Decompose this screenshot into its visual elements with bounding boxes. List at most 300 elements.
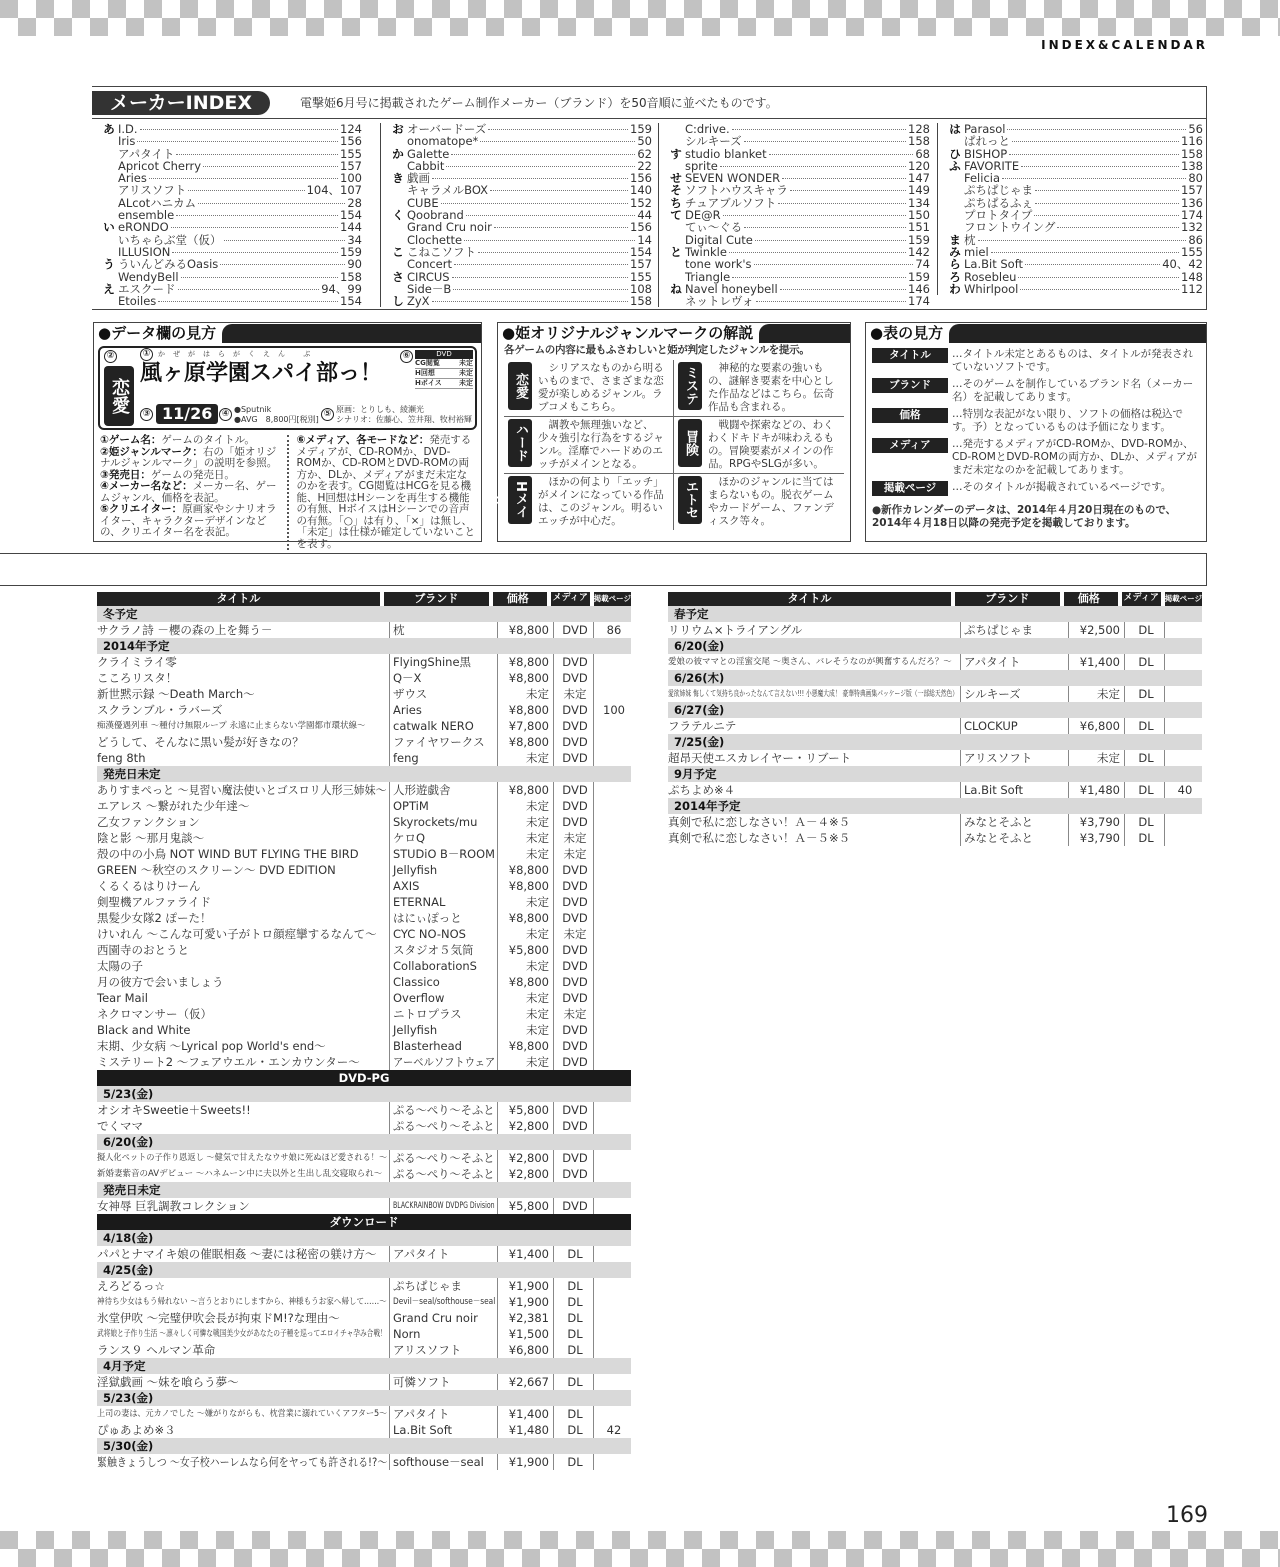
media-text: DVD bbox=[562, 623, 588, 637]
maker-name: WendyBell bbox=[118, 269, 179, 284]
page-ref: 158 bbox=[908, 134, 930, 149]
term: ④メーカー名など： bbox=[100, 480, 193, 492]
game-title-text: 月の彼方で会いましょう bbox=[97, 975, 224, 989]
page-ref: 157 bbox=[1181, 183, 1203, 198]
brand-text: 可憐ソフト bbox=[393, 1375, 451, 1389]
brand bbox=[960, 830, 1068, 846]
page-ref bbox=[593, 1054, 631, 1070]
dot-leader bbox=[991, 252, 1179, 253]
page-ref: 140 bbox=[630, 183, 652, 198]
media-text: DVD bbox=[562, 863, 588, 877]
genre-item bbox=[674, 417, 844, 474]
brand-text: スタジオ５気筒 bbox=[393, 943, 474, 957]
game-title bbox=[97, 734, 389, 750]
kana-heading: ろ bbox=[949, 269, 961, 284]
page-ref: 154 bbox=[340, 294, 362, 309]
brand-text: softhouse－seal bbox=[393, 1455, 484, 1469]
maker-name: フロントウイング bbox=[964, 220, 1056, 235]
page-ref: 159 bbox=[908, 269, 930, 284]
page-ref bbox=[593, 926, 631, 942]
data-legend-heading bbox=[94, 323, 481, 344]
game-title-text: 痴漢優遇列車 ～種付け無限ループ 永遠に止まらない学園都市環状線～ bbox=[97, 721, 366, 731]
brand bbox=[389, 1374, 497, 1390]
page-ref bbox=[1164, 830, 1202, 846]
price bbox=[497, 830, 553, 846]
media bbox=[553, 926, 593, 942]
brand bbox=[389, 814, 497, 830]
index-entry bbox=[389, 258, 652, 270]
table-legend bbox=[865, 322, 1207, 542]
game-title-text: 女神辱 巨乳調教コレクション bbox=[97, 1199, 250, 1213]
maker-name: 戯画 bbox=[407, 171, 430, 186]
column-description: …そのゲームを制作しているブランド名（メーカー名）を記載してあります。 bbox=[952, 378, 1194, 403]
mode-value: 未定 bbox=[459, 379, 473, 387]
definition: 発売するメディアが、CD-ROMか、DVD-ROMか、CD-ROMとDVD-ROMの両方か、DLか、メディアがまだ未定なのかを表す。CG閲覧はHCGを見る機能、H回想はHシーンを再生する機能の有無、HボイスはHシーンでの音声の有無。「○」は有り、「×」は無し、「未定」は仕様が確定していないことを表す。 bbox=[296, 434, 475, 550]
game-title bbox=[97, 1422, 389, 1438]
game-title bbox=[668, 654, 960, 670]
page-ref bbox=[593, 718, 631, 734]
date-group-row: 4/25(金) bbox=[97, 1262, 631, 1278]
section-band bbox=[0, 553, 1207, 586]
price-text: 未定 bbox=[526, 1023, 549, 1037]
page-ref: 14 bbox=[637, 232, 652, 247]
media bbox=[553, 718, 593, 734]
brand bbox=[389, 1198, 497, 1214]
price bbox=[497, 782, 553, 798]
maker-name: キャラメルBOX bbox=[407, 183, 489, 198]
maker-name: Digital Cute bbox=[685, 232, 753, 247]
brand-text: AXIS bbox=[393, 879, 420, 893]
brand bbox=[389, 862, 497, 878]
price bbox=[497, 1006, 553, 1022]
index-entry bbox=[389, 135, 652, 147]
media bbox=[1124, 654, 1164, 670]
price bbox=[497, 1118, 553, 1134]
column-header: メディア bbox=[1122, 592, 1161, 606]
game-title bbox=[97, 894, 389, 910]
genre-item bbox=[504, 417, 674, 474]
page-ref: 90 bbox=[347, 257, 362, 272]
table-row bbox=[668, 686, 1202, 702]
table-row bbox=[97, 1326, 631, 1342]
game-title-text: 武将娘と子作り生活 ～凛々しく可憐な戦国美少女があなたの子種を巡ってエロイチャ孕み合戦！ bbox=[97, 1329, 387, 1339]
page-ref: 62 bbox=[637, 146, 652, 161]
maker-name: tone work's bbox=[685, 257, 752, 272]
game-title-text: サクラノ詩 －櫻の森の上を舞う－ bbox=[97, 623, 273, 637]
table-row bbox=[97, 1054, 631, 1070]
brand-text: ザウス bbox=[393, 687, 428, 701]
game-title-text: 擬人化ペットの子作り恩返し ～健気で甘えたなウサ娘に死ぬほど愛される！～ bbox=[97, 1153, 388, 1163]
brand-text: Grand Cru noir bbox=[393, 1311, 478, 1325]
kana-heading: ね bbox=[670, 281, 682, 296]
brand bbox=[389, 830, 497, 846]
price-text: ¥1,400 bbox=[1079, 655, 1120, 669]
brand bbox=[389, 1294, 497, 1310]
media bbox=[553, 1246, 593, 1262]
maker-index bbox=[92, 86, 1207, 310]
table-row bbox=[668, 750, 1202, 766]
media bbox=[1124, 622, 1164, 638]
maker-name: I.D. bbox=[118, 122, 138, 136]
dot-leader bbox=[1035, 190, 1179, 191]
page-ref: 50 bbox=[637, 134, 652, 149]
dot-leader bbox=[464, 240, 635, 241]
brand bbox=[389, 622, 497, 638]
media bbox=[553, 878, 593, 894]
price bbox=[497, 1374, 553, 1390]
price bbox=[497, 654, 553, 670]
price-text: ¥1,900 bbox=[508, 1279, 549, 1293]
legend-row bbox=[872, 348, 1200, 374]
index-entry bbox=[946, 221, 1203, 233]
kana-heading: て bbox=[670, 208, 682, 223]
explanation bbox=[100, 481, 279, 504]
media bbox=[553, 1342, 593, 1358]
genre-description: ほかのジャンルに当てはまらないもの。脱衣ゲームやカードゲーム、ファンディスク等々。 bbox=[708, 475, 834, 527]
column-header: 掲載ページ bbox=[1165, 592, 1202, 606]
index-column bbox=[937, 123, 1203, 295]
brand bbox=[389, 686, 497, 702]
table-row bbox=[97, 798, 631, 814]
date-group-row: 2014年予定 bbox=[668, 798, 1202, 814]
media bbox=[553, 1278, 593, 1294]
checkered-border-top bbox=[0, 0, 1280, 36]
game-title bbox=[97, 1246, 389, 1262]
page-ref bbox=[593, 1246, 631, 1262]
genre-item bbox=[659, 474, 844, 530]
table-row bbox=[97, 846, 631, 862]
media-text: DL bbox=[567, 1343, 583, 1357]
maker-name: プロトタイプ bbox=[964, 208, 1033, 223]
dot-leader bbox=[769, 154, 914, 155]
maker-name: DE@R bbox=[685, 208, 721, 223]
brand-text: Classico bbox=[393, 975, 440, 989]
index-entry bbox=[100, 123, 362, 135]
column-header: メディア bbox=[551, 592, 590, 606]
dot-leader bbox=[453, 289, 628, 290]
media-text: DL bbox=[567, 1423, 583, 1437]
maker-name: ぱれっと bbox=[964, 134, 1010, 149]
maker-name: シルキーズ bbox=[685, 134, 742, 149]
media-text: DVD bbox=[562, 975, 588, 989]
media bbox=[553, 734, 593, 750]
kana-heading: と bbox=[670, 244, 682, 259]
table-row bbox=[97, 878, 631, 894]
page-ref bbox=[593, 670, 631, 686]
index-entry bbox=[946, 184, 1203, 196]
heading-text: ●表の見方 bbox=[870, 323, 944, 342]
kana-heading: そ bbox=[670, 183, 682, 198]
game-title bbox=[97, 654, 389, 670]
dot-leader bbox=[1018, 277, 1179, 278]
page-ref bbox=[593, 846, 631, 862]
dot-leader bbox=[158, 301, 338, 302]
game-title-text: フラテルニテ bbox=[668, 719, 737, 733]
page-ref bbox=[593, 702, 631, 718]
price-text: ¥1,400 bbox=[508, 1247, 549, 1261]
mode-row bbox=[415, 369, 473, 379]
dot-leader bbox=[1025, 264, 1160, 265]
index-entry bbox=[100, 184, 362, 196]
brand bbox=[389, 1054, 497, 1070]
page-ref bbox=[593, 654, 631, 670]
game-title-text: パパとナマイキ娘の催眠相姦 ～妻には秘密の躾け方～ bbox=[97, 1247, 377, 1261]
maker-name: ensemble bbox=[118, 208, 175, 223]
game-title-text: 末期、少女病 ～Lyrical pop World's end～ bbox=[97, 1039, 326, 1053]
table-legend-list bbox=[866, 348, 1206, 496]
table-row bbox=[668, 814, 1202, 830]
price bbox=[497, 622, 553, 638]
page-ref bbox=[593, 878, 631, 894]
game-title bbox=[97, 1054, 389, 1070]
media-text: DVD bbox=[562, 1023, 588, 1037]
heading-bar bbox=[759, 324, 850, 343]
brand bbox=[389, 718, 497, 734]
brand-text: OPTiM bbox=[393, 799, 429, 813]
dot-leader bbox=[755, 240, 906, 241]
price-text: ¥8,800 bbox=[508, 975, 549, 989]
price bbox=[1068, 750, 1124, 766]
index-entry bbox=[946, 258, 1203, 270]
genre-description: 戦闘や探索などの、わくわくドキドキが味わえるもの。冒険要素がメインの作品。RPGやSLGが多い。 bbox=[708, 418, 834, 470]
media bbox=[553, 814, 593, 830]
maker-name: 枕 bbox=[964, 232, 976, 247]
table-row bbox=[668, 654, 1202, 670]
game-title-text: 新世黙示録 ～Death March～ bbox=[97, 687, 255, 701]
page-ref bbox=[593, 1278, 631, 1294]
page-ref: 147 bbox=[908, 171, 930, 186]
dot-leader bbox=[732, 277, 906, 278]
maker-name: Etoiles bbox=[118, 294, 157, 309]
brand-text: シルキーズ bbox=[964, 687, 1021, 701]
game-title bbox=[97, 878, 389, 894]
dot-leader bbox=[1057, 227, 1179, 228]
brand-text: アパタイト bbox=[393, 1247, 450, 1261]
media bbox=[553, 862, 593, 878]
price-text: ¥1,900 bbox=[508, 1455, 549, 1469]
kana-heading: わ bbox=[949, 281, 961, 296]
maker-name: Rosebleu bbox=[964, 269, 1017, 284]
page-ref: 128 bbox=[908, 122, 930, 136]
media bbox=[553, 1150, 593, 1166]
game-title-text: 真剣で私に恋しなさい！Ａ－５※５ bbox=[668, 831, 851, 845]
brand bbox=[960, 622, 1068, 638]
page-ref: 108 bbox=[630, 281, 652, 296]
game-title-text: エアレス ～繋がれた少年達～ bbox=[97, 799, 250, 813]
media bbox=[553, 654, 593, 670]
price bbox=[1068, 686, 1124, 702]
page-ref bbox=[593, 942, 631, 958]
game-title-text: 陰と影 ～那月鬼談～ bbox=[97, 831, 205, 845]
game-title bbox=[97, 974, 389, 990]
price bbox=[497, 1310, 553, 1326]
table-row bbox=[97, 670, 631, 686]
media bbox=[553, 798, 593, 814]
page-ref bbox=[593, 1310, 631, 1326]
calendar-table-right bbox=[668, 592, 1202, 846]
page-ref: 156 bbox=[340, 134, 362, 149]
price-text: 未定 bbox=[526, 847, 549, 861]
explanations-right bbox=[287, 435, 476, 550]
brand bbox=[960, 718, 1068, 734]
game-title-text: 超昂天使エスカレイヤー・リブート bbox=[668, 751, 852, 765]
title-ruby: かぜがはらがくえん ぶ bbox=[158, 350, 319, 358]
game-title-text: こころリスタ！ bbox=[97, 671, 178, 685]
index-column bbox=[658, 123, 930, 307]
page-ref: 94、99 bbox=[321, 281, 362, 296]
date-group-row: 6/26(木) bbox=[668, 670, 1202, 686]
kana-heading: ら bbox=[949, 257, 961, 272]
game-title-text: ぴゅあよめ※３ bbox=[97, 1423, 176, 1437]
maker-name: Clochette bbox=[407, 232, 463, 247]
page-ref: 144 bbox=[340, 220, 362, 235]
price bbox=[497, 894, 553, 910]
artist: 原画：とりしも、綾瀬光 bbox=[336, 405, 424, 414]
dot-leader bbox=[176, 154, 338, 155]
media bbox=[553, 1326, 593, 1342]
column-header: ブランド bbox=[955, 592, 1060, 606]
media bbox=[553, 1294, 593, 1310]
dot-leader bbox=[756, 301, 907, 302]
maker-name: FAVORITE bbox=[964, 158, 1020, 173]
page-ref: 74 bbox=[915, 257, 930, 272]
kana-heading: ま bbox=[949, 232, 961, 247]
brand bbox=[389, 1406, 497, 1422]
media-text: DVD bbox=[562, 1199, 588, 1213]
media-text: 未定 bbox=[563, 687, 587, 701]
media bbox=[553, 1406, 593, 1422]
table-row bbox=[97, 734, 631, 750]
game-title bbox=[668, 814, 960, 830]
game-title bbox=[97, 782, 389, 798]
brand-text: みなとそふと bbox=[964, 815, 1033, 829]
page-ref: 156 bbox=[630, 171, 652, 186]
table-row bbox=[97, 1374, 631, 1390]
genre-item bbox=[489, 474, 674, 530]
media-text: DL bbox=[567, 1247, 583, 1261]
maker-name: studio blanket bbox=[685, 146, 767, 161]
game-title bbox=[97, 702, 389, 718]
dot-leader bbox=[176, 215, 338, 216]
page-ref: 154 bbox=[630, 244, 652, 259]
maker-name: こねこソフト bbox=[407, 244, 476, 259]
page-ref bbox=[593, 686, 631, 702]
maker-name: Apricot Cherry bbox=[118, 158, 202, 173]
price-text: 未定 bbox=[526, 959, 549, 973]
maker-name: Triangle bbox=[685, 269, 731, 284]
maker-index-badge: メーカーINDEX bbox=[92, 91, 270, 115]
game-title-text: でくママ bbox=[97, 1119, 143, 1133]
game-title-text: 愛欲姉妹 悔しくて気持ち良かったなんて言えない!!! 小悪魔大成！ 豪華特典画集パッケージ版（一部総天然色） bbox=[668, 689, 959, 698]
table-row bbox=[97, 942, 631, 958]
page-ref: 174 bbox=[908, 294, 930, 309]
kana-heading: え bbox=[103, 281, 115, 296]
index-entry bbox=[389, 184, 652, 196]
media bbox=[553, 942, 593, 958]
page-ref: 157 bbox=[630, 257, 652, 272]
price bbox=[497, 846, 553, 862]
media bbox=[553, 1118, 593, 1134]
page-ref: 156 bbox=[630, 220, 652, 235]
game-title bbox=[97, 1310, 389, 1326]
price-text: 未定 bbox=[526, 927, 549, 941]
dot-leader bbox=[744, 141, 906, 142]
dot-leader bbox=[1035, 203, 1179, 204]
brand bbox=[389, 1006, 497, 1022]
maker-name: エスクード bbox=[118, 281, 176, 296]
price bbox=[497, 670, 553, 686]
brand bbox=[389, 958, 497, 974]
page-ref: 155 bbox=[340, 146, 362, 161]
maker-name: いちゃらぶ堂（仮） bbox=[118, 232, 222, 247]
page-ref: 157 bbox=[340, 158, 362, 173]
scenario: シナリオ：佐藤心、笠井翔、牧村裕輝 bbox=[336, 415, 472, 424]
media bbox=[553, 958, 593, 974]
game-title bbox=[668, 830, 960, 846]
kana-heading: こ bbox=[392, 244, 404, 259]
genre-description: 神秘的な要素の強いもの、謎解き要素を中心とした作品などはこちら。伝奇作品も含まれる。 bbox=[708, 361, 834, 413]
price-text: ¥3,790 bbox=[1079, 831, 1120, 845]
game-title bbox=[97, 1374, 389, 1390]
index-entry bbox=[100, 135, 362, 147]
index-column bbox=[380, 123, 652, 307]
game-title bbox=[97, 1150, 389, 1166]
genre-item bbox=[504, 360, 674, 417]
game-title-text: feng 8th bbox=[97, 751, 146, 765]
game-title bbox=[97, 910, 389, 926]
dot-leader bbox=[441, 203, 628, 204]
brand bbox=[960, 686, 1068, 702]
marker-4: ④ bbox=[219, 408, 232, 421]
page-ref: 174 bbox=[1181, 208, 1203, 223]
media-text: DVD bbox=[562, 991, 588, 1005]
page-ref: 146 bbox=[908, 281, 930, 296]
media bbox=[553, 990, 593, 1006]
maker-name: Navel honeybell bbox=[685, 281, 778, 296]
dot-leader bbox=[432, 178, 628, 179]
price bbox=[497, 1198, 553, 1214]
dot-leader bbox=[782, 178, 906, 179]
dot-leader bbox=[1012, 141, 1179, 142]
game-title-text: くるくるはりけーん bbox=[97, 879, 201, 893]
kana-heading: き bbox=[392, 171, 404, 186]
price-text: 未定 bbox=[526, 895, 549, 909]
media-text: DVD bbox=[562, 671, 588, 685]
genre-description: ほかの何より「エッチ」がメインになっている作品は、このジャンル。明るいエッチが中心だ。 bbox=[538, 475, 664, 527]
media-text: DVD bbox=[562, 911, 588, 925]
price bbox=[1068, 830, 1124, 846]
game-title-text: 淫獄戯画 ～妹を喰らう夢～ bbox=[97, 1375, 239, 1389]
game-title bbox=[97, 1198, 389, 1214]
sample-title: 風ヶ原学園スパイ部っ！ bbox=[140, 361, 383, 386]
brand bbox=[389, 974, 497, 990]
page-ref bbox=[1164, 654, 1202, 670]
table-row bbox=[97, 702, 631, 718]
page-ref bbox=[593, 750, 631, 766]
game-title-text: けいれん ～こんな可愛い子がトロ顔痙攣するなんて～ bbox=[97, 927, 377, 941]
price bbox=[497, 1278, 553, 1294]
marker-3: ③ bbox=[140, 408, 153, 421]
dot-leader bbox=[203, 166, 338, 167]
date-group-row: 4月予定 bbox=[97, 1358, 631, 1374]
media-text: DL bbox=[567, 1295, 583, 1309]
date-group-row: 5/23(金) bbox=[97, 1086, 631, 1102]
price-text: 未定 bbox=[1097, 687, 1120, 701]
game-title-text: 黒髪少女隊2 ぽーた！ bbox=[97, 911, 212, 925]
game-title-text: どうして、そんなに黒い髪が好きなの？ bbox=[97, 735, 304, 749]
page-ref bbox=[593, 798, 631, 814]
page-ref: 158 bbox=[630, 294, 652, 309]
